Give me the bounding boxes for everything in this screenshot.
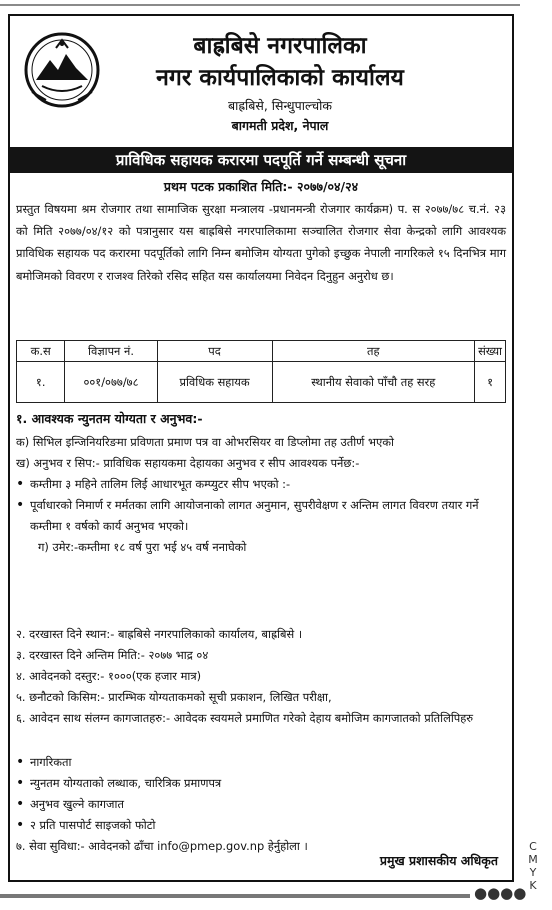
bottom-rule xyxy=(0,894,470,898)
document-bullet: • न्युनतम योग्यताको लब्धाक, चारित्रिक प्रमाणपत्र xyxy=(16,773,508,794)
cell-count: १ xyxy=(475,362,506,403)
application-items xyxy=(16,624,508,729)
experience-text: ख) अनुभव र सिप:- प्राविधिक सहायकमा देहायका अनुभव र सीप आवश्यक पर्नेछ:- xyxy=(16,456,360,470)
list-item: २. दरखास्त दिने स्थान:- बाह्रबिसे नगरपालिकाको कार्यालय, बाह्रबिसे । xyxy=(16,627,303,641)
table-header-ad-no: विज्ञापन नं. xyxy=(65,341,157,362)
municipality-name: बाह्रबिसे नगरपालिका xyxy=(193,32,367,59)
intro-paragraph: प्रस्तुत विषयमा श्रम रोजगार तथा सामाजिक सुरक्षा मन्त्रालय -प्रधानमन्त्री रोजगार कार्यक्रम) प. स २०७७/७८ च.नं. २३ को मिति २०७७/०४/१२ को पत्रानुसार यस बाह्रबिसे नगरपालिकामा सञ्चालित रोजगार सेवा केन्द्रको लागि आवश्यक प्राविधिक सहायक पद करारमा पदपूर्तिको लागि निम्न बमोजिम योग्यता पुगेको इच्छुक नेपाली नागरिकले १५ दिनभित्र माग बमोजिमको विवरण र राजश्व तिरेको रसिद सहित यस कार्यालयमा निवेदन दिनुहुन अनुरोध छ। xyxy=(16,202,506,283)
cell-level: स्थानीय सेवाको पाँचौ तह सरह xyxy=(272,362,475,403)
list-item: ४. आवेदनको दस्तुर:- १०००(एक हजार मात्र) xyxy=(16,669,202,683)
office-name: नगर कार्यपालिकाको कार्यालय xyxy=(156,64,404,91)
signature-title: प्रमुख प्रशासकीय अधिकृत xyxy=(379,853,498,868)
office-address-block xyxy=(100,96,460,136)
requirements-heading: १. आवश्यक न्युनतम योग्यता र अनुभव:- xyxy=(16,411,203,426)
contact-text: ७. सेवा सुविधा:- आवेदनको ढाँचा info@pmep.gov.np हेर्नुहोला । xyxy=(16,839,308,853)
cmyk-letter: K xyxy=(529,879,537,892)
cmyk-letter: M xyxy=(528,853,538,866)
requirements-block xyxy=(16,432,508,558)
cell-ad-no: ००१/०७७/७८ xyxy=(65,362,157,403)
cmyk-letter: Y xyxy=(529,866,537,879)
publication-date: प्रथम पटक प्रकाशित मिति:- २०७७/०४/२४ xyxy=(163,179,359,194)
list-item: ५. छनौटको किसिम:- प्रारम्भिक योग्यताकमको सूची प्रकाशन, लिखित परीक्षा, xyxy=(16,690,332,704)
registration-dots: ●●●● xyxy=(474,884,527,902)
documents-list xyxy=(16,752,508,857)
document-bullet: • २ प्रति पासपोर्ट साइजको फोटो xyxy=(16,815,508,836)
document-bullet: • नागरिकता xyxy=(16,752,508,773)
table-header-count: संख्या xyxy=(475,341,506,362)
qualification-text: क) सिभिल इन्जिनियरिङमा प्रविणता प्रमाण पत्र वा ओभरसियर वा डिप्लोमा तह उतीर्ण भएको xyxy=(16,435,395,449)
office-province: बागमती प्रदेश, नेपाल xyxy=(231,118,329,133)
nepal-emblem-icon xyxy=(22,30,102,110)
table-header-sn: क.स xyxy=(17,341,65,362)
age-text: ग) उमेर:-कम्तीमा १८ वर्ष पुरा भई ४५ वर्ष ननाघेको xyxy=(38,540,247,554)
table-row xyxy=(17,362,506,403)
list-item: ६. आवेदन साथ संलग्न कागजातहरु:- आवेदक स्वयमले प्रमाणित गरेको देहाय बमोजिम कागजातको प्रतिलिपिहरु xyxy=(16,711,474,725)
office-address: बाह्रबिसे, सिन्धुपाल्चोक xyxy=(228,98,332,113)
cmyk-marks xyxy=(526,840,540,892)
cell-sn: १. xyxy=(17,362,65,403)
cell-post: प्रविधिक सहायक xyxy=(157,362,272,403)
top-rule xyxy=(0,4,520,6)
cmyk-letter: C xyxy=(529,840,537,853)
experience-bullet: • पूर्वाधारको निमार्ण र मर्मतका लागि आयोजनाको लागत अनुमान, सुपरीवेक्षण र अन्तिम लागत विवरण तयार गर्ने कम्तीमा १ वर्षको कार्य अनुभव भएको। xyxy=(16,495,508,537)
table-header-post: पद xyxy=(157,341,272,362)
document-bullet: • अनुभव खुल्ने कागजात xyxy=(16,794,508,815)
list-item: ३. दरखास्त दिने अन्तिम मिति:- २०७७ भाद्र ०४ xyxy=(16,648,209,662)
notice-banner: प्राविधिक सहायक करारमा पदपूर्ति गर्ने सम्बन्धी सूचना xyxy=(10,147,512,173)
experience-bullet: • कम्तीमा ३ महिने तालिम लिई आधारभूत कम्प्युटर सीप भएको :- xyxy=(16,474,508,495)
table-header-level: तह xyxy=(272,341,475,362)
table-header-row xyxy=(17,341,506,362)
office-title xyxy=(100,30,460,94)
vacancy-table xyxy=(16,340,506,403)
